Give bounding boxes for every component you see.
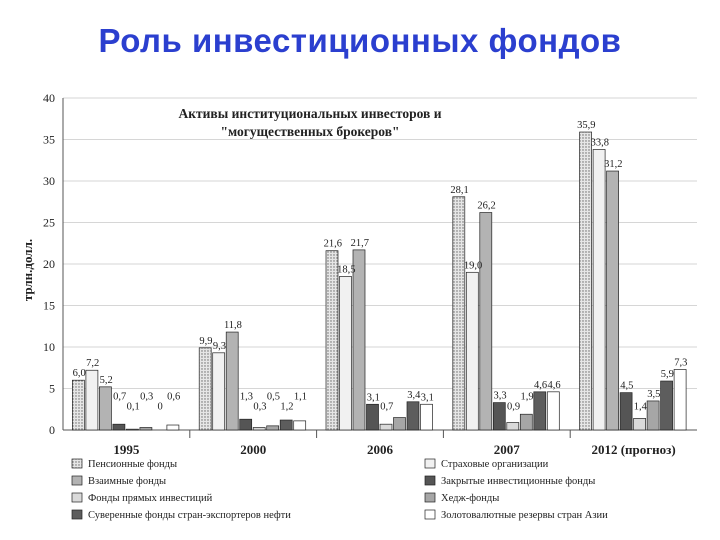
y-tick-label: 0 bbox=[49, 423, 55, 437]
bar bbox=[507, 423, 519, 430]
data-label: 6,0 bbox=[72, 368, 86, 380]
legend-label: Взаимные фонды bbox=[88, 476, 167, 487]
data-label: 9,3 bbox=[212, 340, 227, 352]
chart-title-line-2: "могущественных брокеров" bbox=[220, 124, 400, 139]
data-label: 35,9 bbox=[577, 120, 596, 132]
data-label: 5,2 bbox=[99, 374, 113, 386]
bar-chart bbox=[0, 80, 720, 540]
legend-swatch bbox=[72, 459, 82, 468]
bar bbox=[294, 421, 306, 430]
bar bbox=[394, 418, 406, 430]
x-category-label: 2007 bbox=[493, 442, 520, 457]
data-label: 0,3 bbox=[140, 391, 154, 403]
category-labels bbox=[113, 442, 675, 457]
x-category-label: 2012 (прогноз) bbox=[591, 442, 676, 457]
bar bbox=[520, 414, 532, 430]
data-label: 0,6 bbox=[167, 391, 181, 403]
legend bbox=[72, 459, 608, 521]
data-label: 26,2 bbox=[477, 200, 496, 212]
data-label: 0,1 bbox=[126, 401, 140, 413]
bar bbox=[634, 418, 646, 430]
data-label: 3,1 bbox=[420, 392, 434, 404]
legend-swatch bbox=[72, 510, 82, 519]
legend-label: Страховые организации bbox=[441, 459, 549, 470]
data-label: 9,9 bbox=[199, 335, 213, 347]
data-label: 3,4 bbox=[407, 389, 421, 401]
slide-title: Роль инвестиционных фондов bbox=[98, 22, 622, 59]
x-category-label: 2006 bbox=[367, 442, 393, 457]
data-label: 0 bbox=[157, 401, 163, 413]
bar bbox=[534, 392, 546, 430]
bar bbox=[326, 251, 338, 430]
legend-label: Фонды прямых инвестиций bbox=[88, 493, 213, 504]
bar bbox=[453, 197, 465, 430]
bar bbox=[580, 132, 592, 430]
data-label: 5,9 bbox=[660, 369, 674, 381]
legend-label: Хедж-фонды bbox=[441, 493, 500, 504]
bar bbox=[607, 171, 619, 430]
legend-swatch bbox=[425, 510, 435, 519]
bar bbox=[126, 429, 138, 430]
y-tick-label: 40 bbox=[43, 91, 55, 105]
bar bbox=[340, 276, 352, 430]
data-label: 3,3 bbox=[493, 390, 507, 402]
data-label: 7,2 bbox=[86, 358, 100, 370]
y-tick-label: 30 bbox=[43, 174, 55, 188]
bar bbox=[647, 401, 659, 430]
bar bbox=[253, 428, 265, 430]
data-label: 0,9 bbox=[506, 401, 521, 413]
legend-swatch bbox=[425, 476, 435, 485]
bar bbox=[86, 370, 98, 430]
bar bbox=[367, 404, 379, 430]
x-category-label: 2000 bbox=[240, 442, 267, 457]
bar bbox=[407, 402, 419, 430]
data-label: 0,5 bbox=[266, 391, 281, 403]
bar bbox=[213, 353, 225, 430]
data-label: 1,4 bbox=[633, 401, 647, 413]
bar bbox=[493, 403, 505, 430]
data-label: 1,1 bbox=[293, 391, 308, 403]
x-category-label: 1995 bbox=[113, 442, 140, 457]
legend-swatch bbox=[425, 459, 435, 468]
legend-swatch bbox=[72, 476, 82, 485]
data-label: 3,1 bbox=[366, 392, 380, 404]
bar bbox=[620, 393, 632, 430]
data-label: 1,2 bbox=[280, 401, 294, 413]
bar bbox=[167, 425, 179, 430]
y-tick-label: 10 bbox=[43, 340, 55, 354]
data-label: 4,6 bbox=[533, 379, 548, 391]
chart-title-line-1: Активы институциональных инвесторов и bbox=[178, 106, 442, 121]
data-label: 3,5 bbox=[647, 388, 661, 400]
bar bbox=[280, 420, 292, 430]
data-label: 21,7 bbox=[350, 237, 369, 249]
bar bbox=[240, 419, 252, 430]
bar bbox=[267, 426, 279, 430]
y-tick-label: 5 bbox=[49, 381, 55, 396]
data-label: 0,7 bbox=[380, 401, 394, 413]
data-label: 1,3 bbox=[239, 391, 254, 403]
bar bbox=[661, 381, 673, 430]
legend-label: Суверенные фонды стран-экспортеров нефти bbox=[88, 510, 291, 521]
legend-swatch bbox=[425, 493, 435, 502]
y-tick-label: 25 bbox=[43, 215, 55, 230]
data-label: 18,5 bbox=[337, 264, 356, 276]
bar bbox=[593, 149, 605, 430]
data-label: 0,3 bbox=[253, 401, 267, 413]
data-label: 21,6 bbox=[323, 238, 342, 250]
bar bbox=[72, 380, 84, 430]
data-label: 19,0 bbox=[463, 260, 483, 272]
bar bbox=[674, 369, 686, 430]
data-label: 4,6 bbox=[547, 379, 561, 391]
data-label: 7,3 bbox=[674, 357, 688, 369]
bar bbox=[99, 387, 111, 430]
y-tick-label: 20 bbox=[43, 257, 55, 271]
bar bbox=[480, 213, 492, 430]
y-tick-label: 35 bbox=[43, 132, 55, 147]
bar bbox=[380, 424, 392, 430]
bar bbox=[140, 428, 152, 430]
bar bbox=[547, 392, 559, 430]
bar bbox=[353, 250, 365, 430]
y-axis-label: трлн.долл. bbox=[20, 238, 35, 302]
data-label: 31,2 bbox=[604, 159, 623, 171]
data-label: 33,8 bbox=[590, 137, 610, 149]
data-label: 4,5 bbox=[620, 380, 634, 392]
bar bbox=[226, 332, 238, 430]
data-label: 1,9 bbox=[520, 391, 534, 403]
legend-swatch bbox=[72, 493, 82, 502]
legend-label: Золотовалютные резервы стран Азии bbox=[441, 510, 608, 521]
y-tick-label: 15 bbox=[43, 298, 55, 313]
legend-label: Закрытые инвестиционные фонды bbox=[441, 476, 596, 487]
data-label: 0,7 bbox=[113, 391, 127, 403]
bar bbox=[199, 348, 211, 430]
legend-label: Пенсионные фонды bbox=[88, 459, 178, 470]
data-label: 28,1 bbox=[450, 184, 469, 196]
bar bbox=[466, 272, 478, 430]
bar bbox=[421, 404, 433, 430]
data-label: 11,8 bbox=[223, 320, 242, 332]
bars bbox=[72, 132, 686, 430]
bar bbox=[113, 424, 125, 430]
